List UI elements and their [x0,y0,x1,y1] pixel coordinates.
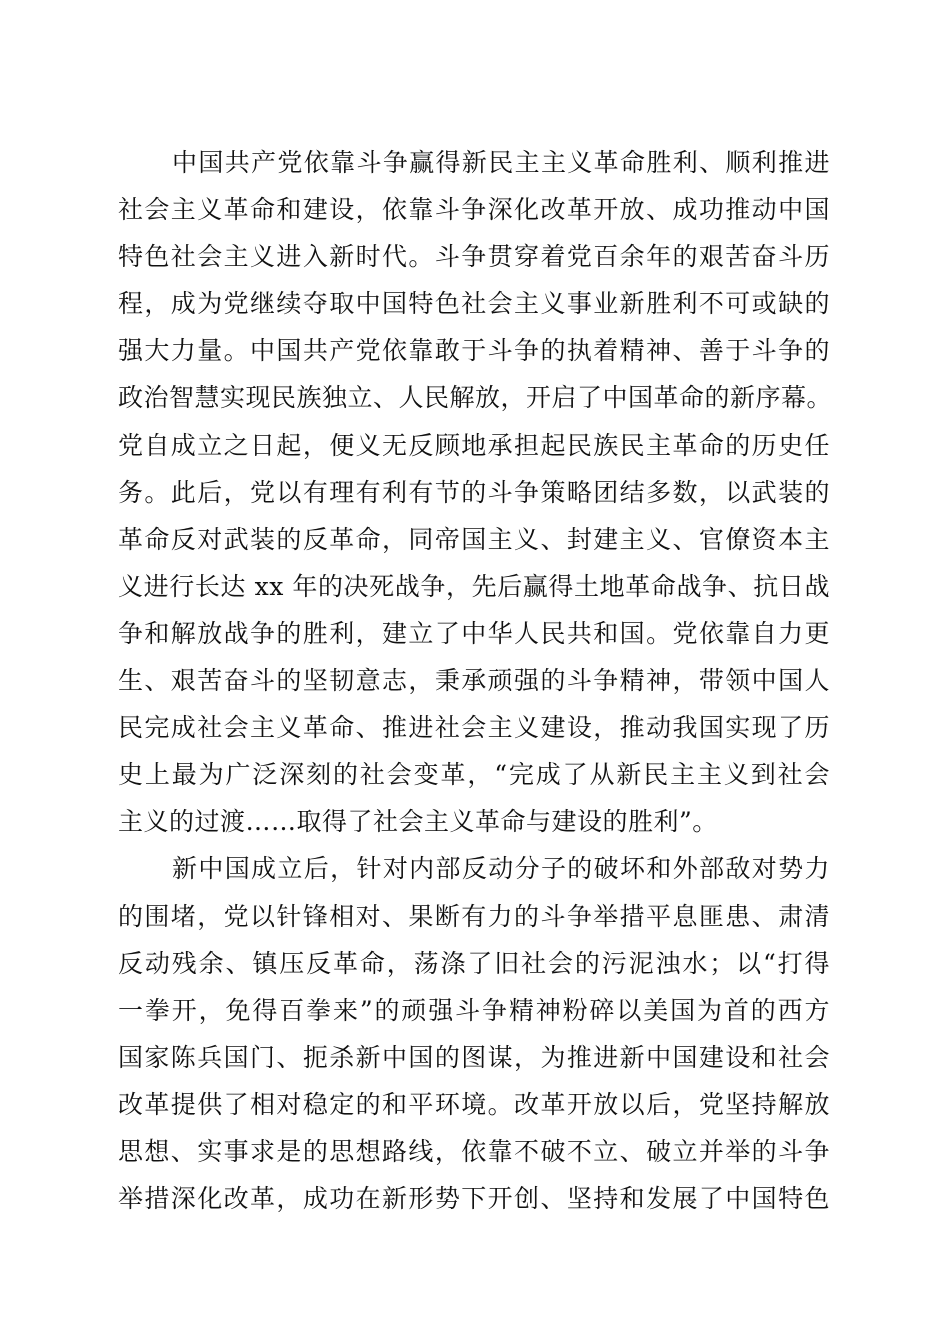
text-line: 特色社会主义进入新时代。斗争贯穿着党百余年的艰苦奋斗历 [118,242,830,272]
paragraph-2 [118,845,830,1222]
text-line: 主义的过渡……取得了社会主义革命与建设的胜利”。 [118,807,718,837]
text-line: 义进行长达 xx 年的决死战争，先后赢得土地革命战争、抗日战 [118,571,830,601]
text-line: 党自成立之日起，便义无反顾地承担起民族民主革命的历史任 [118,430,830,460]
text-line: 改革提供了相对稳定的和平环境。改革开放以后，党坚持解放 [118,1089,830,1119]
text-line: 思想、实事求是的思想路线，依靠不破不立、破立并举的斗争 [118,1136,830,1166]
text-line: 务。此后，党以有理有利有节的斗争策略团结多数，以武装的 [118,477,830,507]
text-line: 程，成为党继续夺取中国特色社会主义事业新胜利不可或缺的 [118,289,830,319]
paragraph-1 [118,139,833,845]
text-line: 生、艰苦奋斗的坚韧意志，秉承顽强的斗争精神，带领中国人 [118,666,830,696]
text-line: 革命反对武装的反革命，同帝国主义、封建主义、官僚资本主 [118,524,830,554]
text-line: 新中国成立后，针对内部反动分子的破坏和外部敌对势力 [172,854,830,884]
text-line: 举措深化改革，成功在新形势下开创、坚持和发展了中国特色 [118,1184,830,1214]
text-line: 争和解放战争的胜利，建立了中华人民共和国。党依靠自力更 [118,618,830,648]
text-line: 反动残余、镇压反革命，荡涤了旧社会的污泥浊水；以“打得 [118,948,830,978]
text-line: 的围堵，党以针锋相对、果断有力的斗争举措平息匪患、肃清 [118,901,830,931]
text-line: 一拳开，免得百拳来”的顽强斗争精神粉碎以美国为首的西方 [118,995,830,1025]
text-line: 国家陈兵国门、扼杀新中国的图谋，为推进新中国建设和社会 [118,1042,830,1072]
text-line: 强大力量。中国共产党依靠敢于斗争的执着精神、善于斗争的 [118,336,830,366]
text-line: 中国共产党依靠斗争赢得新民主主义革命胜利、顺利推进 [172,148,830,177]
text-line: 社会主义革命和建设，依靠斗争深化改革开放、成功推动中国 [118,195,830,225]
text-line: 史上最为广泛深刻的社会变革，“完成了从新民主主义到社会 [118,760,830,790]
body-text [118,139,833,1222]
text-line: 民完成社会主义革命、推进社会主义建设，推动我国实现了历 [118,713,830,743]
text-line: 政治智慧实现民族独立、人民解放，开启了中国革命的新序幕。 [118,383,833,413]
